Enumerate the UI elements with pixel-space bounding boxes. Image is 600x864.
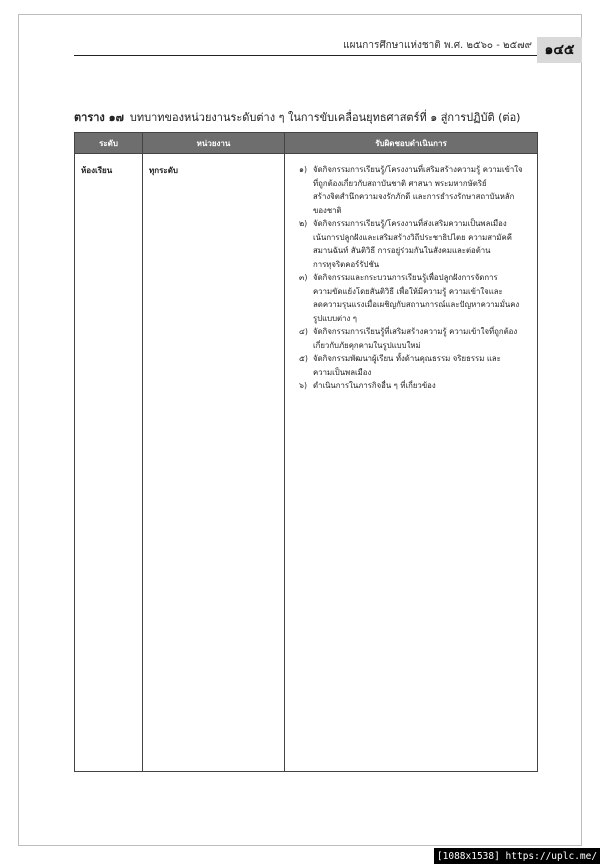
responsibility-text: สมานฉันท์ สันติวิธี การอยู่ร่วมกันในสังคมและต่อต้าน <box>313 246 491 255</box>
table-row <box>75 154 538 772</box>
table-caption-label: ตาราง ๑๗ <box>74 111 124 124</box>
column-header-responsibility: รับผิดชอบดำเนินการ <box>285 133 538 154</box>
responsibility-line <box>299 217 531 231</box>
responsibility-line <box>299 325 531 339</box>
responsibility-text: ที่ถูกต้องเกี่ยวกับสถาบันชาติ ศาสนา พระมหากษัตริย์ <box>313 178 487 188</box>
responsibility-line <box>299 258 531 272</box>
cell-level <box>75 154 143 772</box>
responsibility-text: เกี่ยวกับภัยคุกคามในรูปแบบใหม่ <box>313 340 421 350</box>
responsibility-line <box>299 352 531 366</box>
responsibility-text: เน้นการปลูกฝังและเสริมสร้างวิถีประชาธิปไตย ความสามัคคี <box>313 232 512 242</box>
responsibility-text: ความเป็นพลเมือง <box>313 367 372 377</box>
header-rule <box>74 55 537 56</box>
responsibility-text: สร้างจิตสำนึกความจงรักภักดี และการธำรงรักษาสถาบันหลัก <box>313 192 515 201</box>
watermark-banner: [1088x1538] https://uplc.me/ <box>434 848 600 864</box>
cell-agency <box>143 154 285 772</box>
responsibility-line <box>299 244 531 258</box>
column-header-level: ระดับ <box>75 133 143 154</box>
table-caption-text: บทบาทของหน่วยงานระดับต่าง ๆ ในการขับเคลื่อนยุทธศาสตร์ที่ ๑ สู่การปฏิบัติ (ต่อ) <box>129 111 521 124</box>
responsibility-text: รูปแบบต่าง ๆ <box>313 313 357 323</box>
responsibility-line <box>299 177 531 191</box>
responsibility-text: จัดกิจกรรมการเรียนรู้ที่เสริมสร้างความรู้ ความเข้าใจที่ถูกต้อง <box>313 327 518 336</box>
responsibility-line <box>299 271 531 285</box>
running-header-title: แผนการศึกษาแห่งชาติ พ.ศ. ๒๕๖๐ - ๒๕๗๙ <box>343 40 532 51</box>
page-number: ๑๔๕ <box>537 37 582 63</box>
responsibility-line <box>299 379 531 393</box>
responsibility-text: การทุจริตคอร์รัปชัน <box>313 259 380 269</box>
responsibility-number: ๒) <box>299 219 308 228</box>
responsibility-text: จัดกิจกรรมและกระบวนการเรียนรู้เพื่อปลูกฝังการจัดการ <box>313 273 498 282</box>
responsibility-text: ลดความรุนแรงเมื่อเผชิญกับสถานการณ์และปัญหาความมั่นคง <box>313 300 520 309</box>
responsibility-line <box>299 366 531 380</box>
column-header-agency: หน่วยงาน <box>143 133 285 154</box>
table-caption <box>74 108 520 126</box>
level-text: ห้องเรียน <box>81 166 113 175</box>
responsibility-text: จัดกิจกรรมการเรียนรู้/โครงงานที่ส่งเสริมความเป็นพลเมือง <box>313 219 507 228</box>
responsibility-line <box>299 204 531 218</box>
responsibility-text: จัดกิจกรรมพัฒนาผู้เรียน ทั้งด้านคุณธรรม จริยธรรม และ <box>313 354 501 363</box>
responsibility-number: ๔) <box>299 327 308 336</box>
responsibility-number: ๕) <box>299 354 308 363</box>
responsibility-line <box>299 231 531 245</box>
responsibility-line <box>299 312 531 326</box>
responsibility-line <box>299 339 531 353</box>
roles-table <box>74 132 538 772</box>
cell-responsibilities <box>285 154 538 772</box>
responsibility-list <box>285 154 537 393</box>
responsibility-number: ๖) <box>299 381 307 390</box>
agency-text: ทุกระดับ <box>149 166 178 175</box>
responsibility-text: ความขัดแย้งโดยสันติวิธี เพื่อให้มีความรู้ ความเข้าใจและ <box>313 286 503 296</box>
responsibility-text: จัดกิจกรรมการเรียนรู้/โครงงานที่เสริมสร้างความรู้ ความเข้าใจ <box>313 165 523 174</box>
responsibility-text: ดำเนินการในภารกิจอื่น ๆ ที่เกี่ยวข้อง <box>313 381 436 390</box>
responsibility-line <box>299 285 531 299</box>
responsibility-text: ของชาติ <box>313 205 342 215</box>
responsibility-number: ๑) <box>299 165 307 174</box>
responsibility-line <box>299 298 531 312</box>
responsibility-line <box>299 163 531 177</box>
responsibility-number: ๓) <box>299 273 308 282</box>
responsibility-line <box>299 190 531 204</box>
table-header-row <box>75 133 538 154</box>
